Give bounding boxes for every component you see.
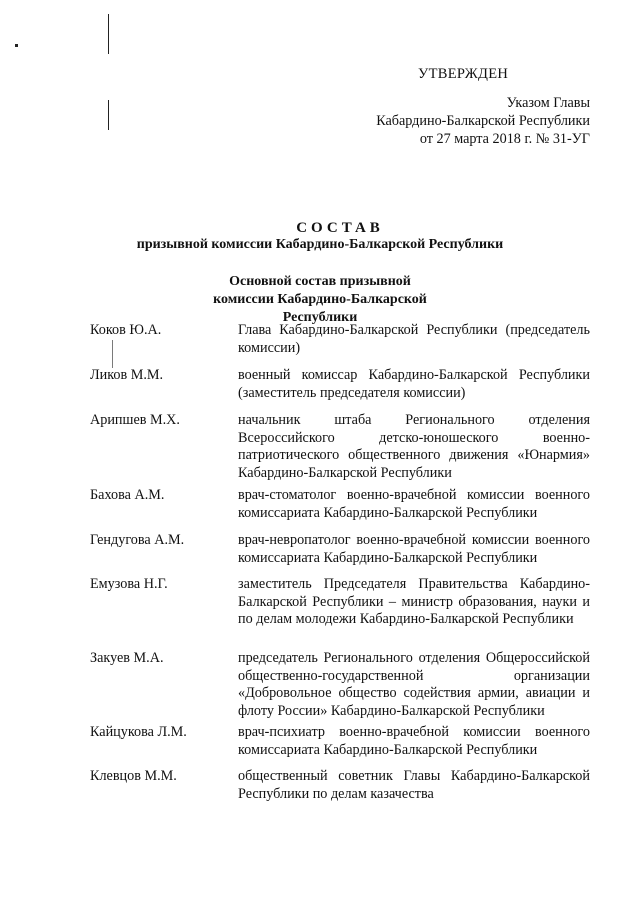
member-name: Закуев М.А. (90, 650, 164, 666)
document-title: СОСТАВ (296, 220, 384, 236)
member-position: врач-невропатолог военно-врачебной комиссии военного комиссариата Кабардино-Балкарской Республики (238, 532, 590, 566)
member-name: Емузова Н.Г. (90, 576, 168, 592)
member-position: заместитель Председателя Правительства Кабардино-Балкарской Республики – министр образования, науки и по делам молодежи Кабардино-Балкарской Республики (238, 576, 590, 628)
member-position: врач-стоматолог военно-врачебной комиссии военного комиссариата Кабардино-Балкарской Республики (238, 487, 590, 521)
member-position: врач-психиатр военно-врачебной комиссии военного комиссариата Кабардино-Балкарской Республики (238, 724, 590, 758)
member-name: Коков Ю.А. (90, 322, 162, 338)
member-position: председатель Регионального отделения Общероссийской общественно-государственной организации «Добровольное общество содействия армии, авиации и флоту России» Кабардино-Балкарской Республики (238, 650, 590, 719)
decree-reference (260, 94, 590, 148)
member-name: Ликов М.М. (90, 367, 164, 383)
member-name: Кайцукова Л.М. (90, 724, 187, 740)
member-name: Гендугова А.М. (90, 532, 185, 548)
member-position: общественный советник Главы Кабардино-Балкарской Республики по делам казачества (238, 768, 590, 802)
scan-line-members (112, 340, 113, 368)
member-position: военный комиссар Кабардино-Балкарской Республики (заместитель председателя комиссии) (238, 367, 590, 401)
member-name: Бахова А.М. (90, 487, 165, 503)
document-subtitle: призывной комиссии Кабардино-Балкарской Республики (136, 237, 504, 252)
member-position: Глава Кабардино-Балкарской Республики (председатель комиссии) (238, 322, 590, 356)
member-position: начальник штаба Регионального отделения Всероссийского детско-юношеского военно-патриотического общественного движения «Юнармия» Кабардино-Балкарской Республики (238, 412, 590, 481)
member-name: Клевцов М.М. (90, 768, 177, 784)
member-name: Арипшев М.Х. (90, 412, 180, 428)
section-heading (0, 273, 640, 327)
decree-line: Указом Главы (506, 95, 590, 111)
scan-line-mid (108, 100, 109, 130)
decree-line: Кабардино-Балкарской Республики (376, 113, 590, 129)
scan-line-top (108, 14, 109, 54)
decree-line: от 27 марта 2018 г. № 31-УГ (419, 131, 590, 147)
approved-label: УТВЕРЖДЕН (418, 66, 509, 82)
section-heading-text: Основной состав призывной комиссии Кабардино-Балкарской Республики (213, 274, 427, 325)
scan-dot (15, 44, 18, 47)
